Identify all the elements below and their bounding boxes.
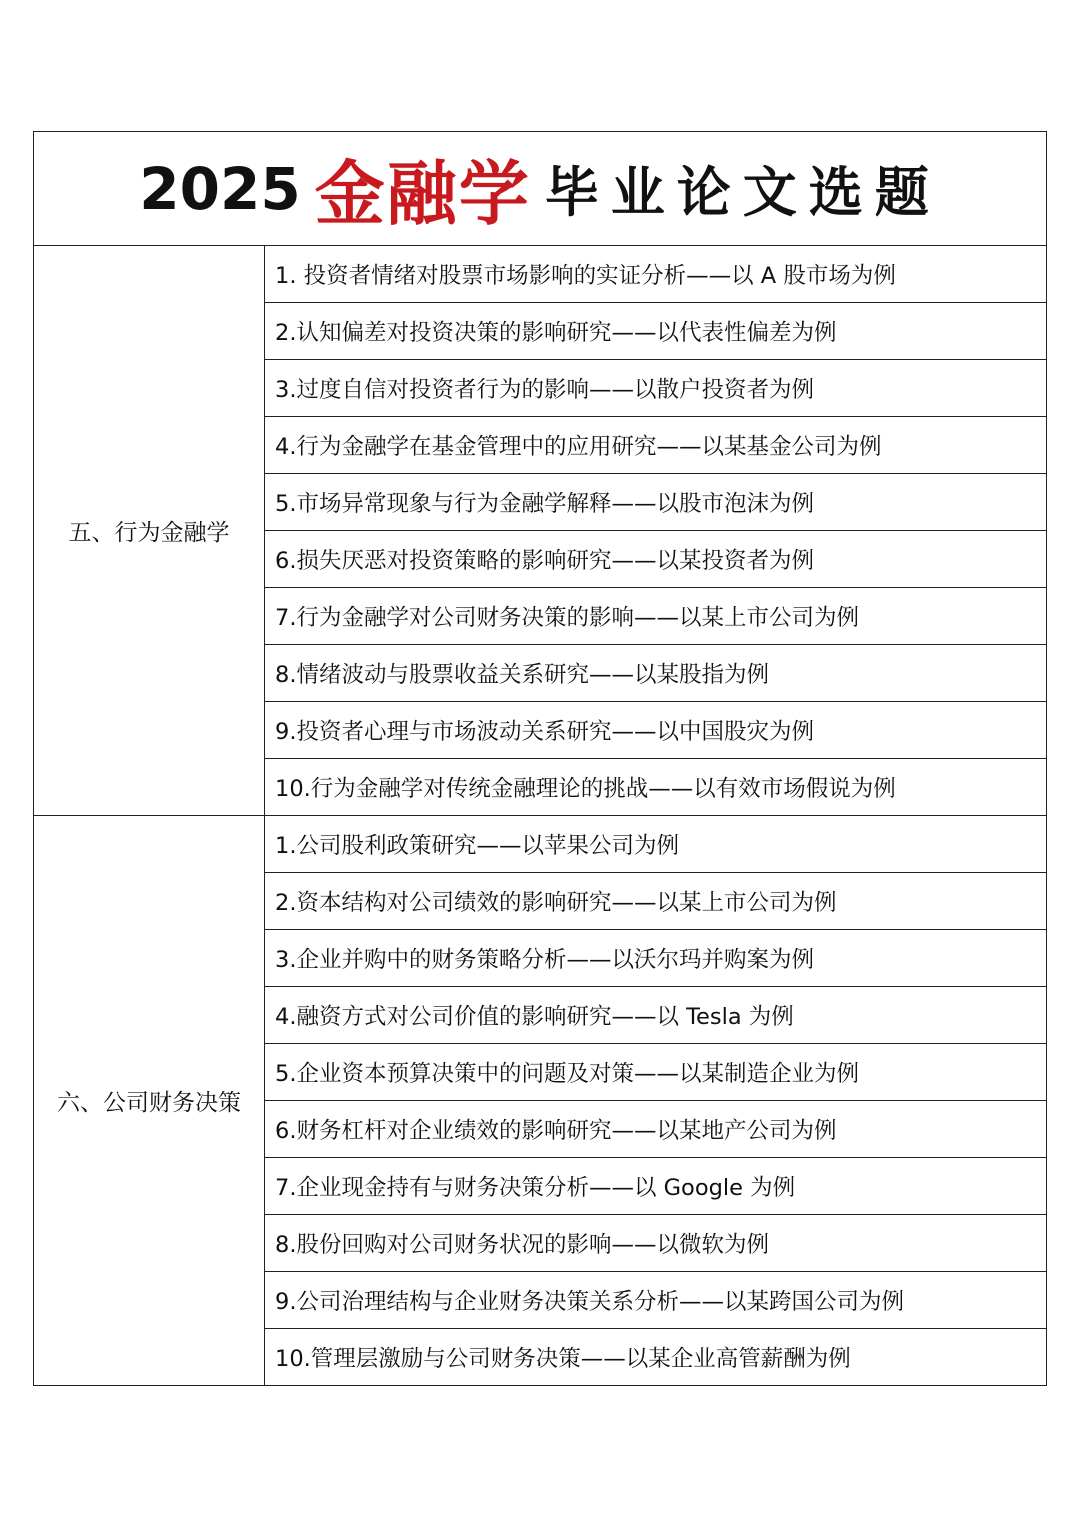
topic-cell: 1.公司股利政策研究——以苹果公司为例 (265, 816, 1047, 873)
topic-cell: 3.过度自信对投资者行为的影响——以散户投资者为例 (265, 360, 1047, 417)
topic-cell: 6.损失厌恶对投资策略的影响研究——以某投资者为例 (265, 531, 1047, 588)
topics-table (33, 131, 1047, 1386)
topic-cell: 10.行为金融学对传统金融理论的挑战——以有效市场假说为例 (265, 759, 1047, 816)
category-cell-corporate-finance: 六、公司财务决策 (34, 816, 265, 1386)
topic-cell: 7.行为金融学对公司财务决策的影响——以某上市公司为例 (265, 588, 1047, 645)
topic-cell: 1. 投资者情绪对股票市场影响的实证分析——以 A 股市场为例 (265, 246, 1047, 303)
title-year: 2025 (139, 154, 301, 223)
topic-cell: 8.股份回购对公司财务状况的影响——以微软为例 (265, 1215, 1047, 1272)
topic-cell: 2.资本结构对公司绩效的影响研究——以某上市公司为例 (265, 873, 1047, 930)
topic-cell: 9.投资者心理与市场波动关系研究——以中国股灾为例 (265, 702, 1047, 759)
table-row (34, 816, 1047, 873)
category-cell-behavioral-finance: 五、行为金融学 (34, 246, 265, 816)
topic-cell: 4.行为金融学在基金管理中的应用研究——以某基金公司为例 (265, 417, 1047, 474)
topic-cell: 5.企业资本预算决策中的问题及对策——以某制造企业为例 (265, 1044, 1047, 1101)
table-row (34, 246, 1047, 303)
topic-cell: 6.财务杠杆对企业绩效的影响研究——以某地产公司为例 (265, 1101, 1047, 1158)
title-row (34, 132, 1047, 246)
topic-cell: 5.市场异常现象与行为金融学解释——以股市泡沫为例 (265, 474, 1047, 531)
topic-cell: 7.企业现金持有与财务决策分析——以 Google 为例 (265, 1158, 1047, 1215)
topic-cell: 3.企业并购中的财务策略分析——以沃尔玛并购案为例 (265, 930, 1047, 987)
page-title (34, 132, 1047, 246)
topic-cell: 2.认知偏差对投资决策的影响研究——以代表性偏差为例 (265, 303, 1047, 360)
title-rest: 毕业论文选题 (544, 161, 941, 224)
topic-cell: 8.情绪波动与股票收益关系研究——以某股指为例 (265, 645, 1047, 702)
topic-cell: 9.公司治理结构与企业财务决策关系分析——以某跨国公司为例 (265, 1272, 1047, 1329)
topic-cell: 4.融资方式对公司价值的影响研究——以 Tesla 为例 (265, 987, 1047, 1044)
topic-cell: 10.管理层激励与公司财务决策——以某企业高管薪酬为例 (265, 1329, 1047, 1386)
title-accent: 金融学 (314, 152, 531, 235)
